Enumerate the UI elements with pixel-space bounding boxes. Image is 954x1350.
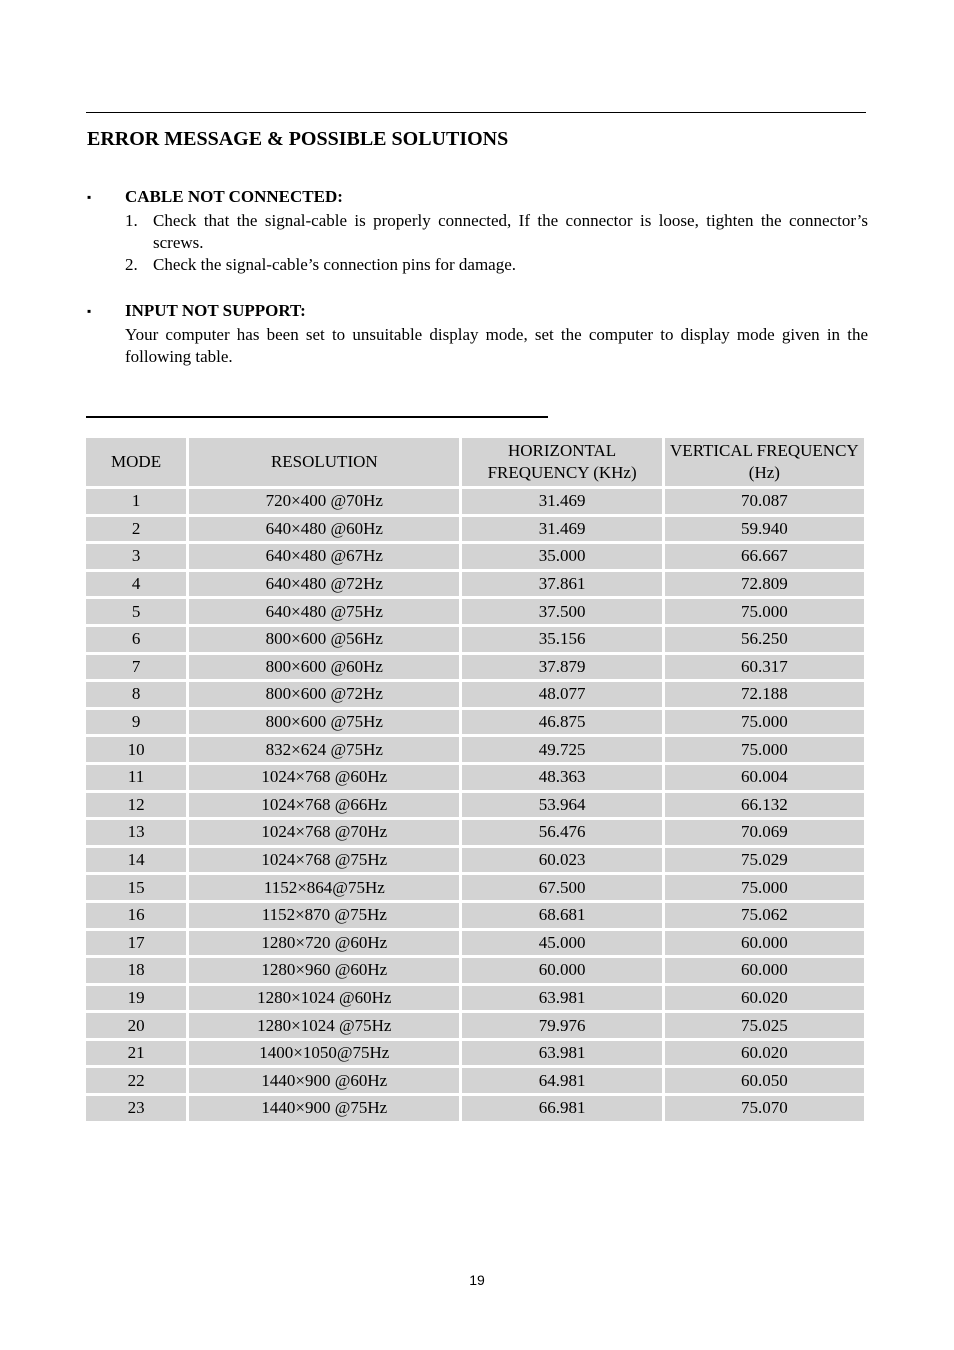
list-text: Check the signal-cable’s connection pins for damage. (153, 255, 517, 274)
display-mode-table (86, 438, 864, 1124)
table-row (86, 1068, 864, 1096)
cell-vertical-frequency: 60.020 (665, 1041, 864, 1069)
cell-horizontal-frequency: 48.363 (462, 765, 664, 793)
cell-resolution: 640×480 @75Hz (189, 599, 462, 627)
cell-resolution: 1024×768 @70Hz (189, 820, 462, 848)
cell-resolution: 800×600 @72Hz (189, 682, 462, 710)
cell-mode: 23 (86, 1096, 189, 1124)
cell-resolution: 1152×864@75Hz (189, 875, 462, 903)
table-row (86, 710, 864, 738)
cell-resolution: 1440×900 @60Hz (189, 1068, 462, 1096)
cell-vertical-frequency: 60.000 (665, 931, 864, 959)
table-row (86, 627, 864, 655)
table-title-rule (86, 416, 548, 418)
cell-mode: 4 (86, 572, 189, 600)
solution-list (125, 210, 868, 276)
cell-mode: 17 (86, 931, 189, 959)
section-title: INPUT NOT SUPPORT: (125, 301, 306, 320)
cell-mode: 8 (86, 682, 189, 710)
cell-vertical-frequency: 75.062 (665, 903, 864, 931)
table-row (86, 682, 864, 710)
cell-resolution: 1280×960 @60Hz (189, 958, 462, 986)
cell-vertical-frequency: 75.000 (665, 710, 864, 738)
cell-mode: 1 (86, 489, 189, 517)
cell-vertical-frequency: 60.004 (665, 765, 864, 793)
table-row (86, 1013, 864, 1041)
cell-vertical-frequency: 75.070 (665, 1096, 864, 1124)
page-number: 19 (469, 1272, 485, 1288)
cell-horizontal-frequency: 56.476 (462, 820, 664, 848)
cell-resolution: 1440×900 @75Hz (189, 1096, 462, 1124)
cell-horizontal-frequency: 63.981 (462, 1041, 664, 1069)
header-mode: MODE (86, 438, 189, 489)
page-heading: ERROR MESSAGE & POSSIBLE SOLUTIONS (87, 128, 509, 150)
cell-horizontal-frequency: 60.023 (462, 848, 664, 876)
cell-mode: 13 (86, 820, 189, 848)
table-row (86, 489, 864, 517)
cell-mode: 11 (86, 765, 189, 793)
cell-horizontal-frequency: 68.681 (462, 903, 664, 931)
cell-vertical-frequency: 66.132 (665, 793, 864, 821)
cell-mode: 7 (86, 655, 189, 683)
top-rule (86, 112, 866, 113)
table-row (86, 1041, 864, 1069)
cell-horizontal-frequency: 53.964 (462, 793, 664, 821)
cell-resolution: 800×600 @56Hz (189, 627, 462, 655)
table-row (86, 765, 864, 793)
cell-vertical-frequency: 75.029 (665, 848, 864, 876)
cell-vertical-frequency: 60.317 (665, 655, 864, 683)
cell-vertical-frequency: 75.000 (665, 875, 864, 903)
square-bullet-icon: ▪ (87, 304, 92, 318)
cell-horizontal-frequency: 64.981 (462, 1068, 664, 1096)
cell-resolution: 720×400 @70Hz (189, 489, 462, 517)
cell-mode: 18 (86, 958, 189, 986)
cell-mode: 21 (86, 1041, 189, 1069)
list-item (125, 254, 868, 276)
cell-mode: 14 (86, 848, 189, 876)
cell-vertical-frequency: 70.069 (665, 820, 864, 848)
table-row (86, 517, 864, 545)
cell-resolution: 832×624 @75Hz (189, 737, 462, 765)
table-row (86, 655, 864, 683)
cell-horizontal-frequency: 45.000 (462, 931, 664, 959)
cell-mode: 10 (86, 737, 189, 765)
table-row (86, 820, 864, 848)
cell-horizontal-frequency: 60.000 (462, 958, 664, 986)
header-vertical-frequency: VERTICAL FREQUENCY (Hz) (665, 438, 864, 489)
section-paragraph: Your computer has been set to unsuitable display mode, set the computer to display mode given in the following table. (125, 325, 868, 366)
cell-horizontal-frequency: 67.500 (462, 875, 664, 903)
cell-mode: 9 (86, 710, 189, 738)
cell-horizontal-frequency: 35.156 (462, 627, 664, 655)
table-row (86, 903, 864, 931)
cell-mode: 12 (86, 793, 189, 821)
cell-horizontal-frequency: 46.875 (462, 710, 664, 738)
cell-horizontal-frequency: 37.879 (462, 655, 664, 683)
cell-vertical-frequency: 66.667 (665, 544, 864, 572)
cell-vertical-frequency: 75.000 (665, 737, 864, 765)
cell-resolution: 640×480 @72Hz (189, 572, 462, 600)
cell-vertical-frequency: 60.050 (665, 1068, 864, 1096)
cell-mode: 5 (86, 599, 189, 627)
cell-mode: 15 (86, 875, 189, 903)
cell-vertical-frequency: 59.940 (665, 517, 864, 545)
cell-vertical-frequency: 56.250 (665, 627, 864, 655)
table-header-row (86, 438, 864, 489)
cell-horizontal-frequency: 35.000 (462, 544, 664, 572)
cell-horizontal-frequency: 31.469 (462, 517, 664, 545)
cell-mode: 22 (86, 1068, 189, 1096)
table-row (86, 793, 864, 821)
list-number: 2. (125, 255, 138, 274)
table-row (86, 958, 864, 986)
cell-resolution: 1280×720 @60Hz (189, 931, 462, 959)
table-row (86, 572, 864, 600)
cell-vertical-frequency: 72.188 (665, 682, 864, 710)
cell-horizontal-frequency: 37.500 (462, 599, 664, 627)
cell-resolution: 1400×1050@75Hz (189, 1041, 462, 1069)
list-text: Check that the signal-cable is properly connected, If the connector is loose, tighten the connector’s screws. (153, 211, 868, 252)
table-row (86, 737, 864, 765)
cell-mode: 16 (86, 903, 189, 931)
cell-vertical-frequency: 75.000 (665, 599, 864, 627)
cell-resolution: 1152×870 @75Hz (189, 903, 462, 931)
cell-vertical-frequency: 75.025 (665, 1013, 864, 1041)
cell-horizontal-frequency: 79.976 (462, 1013, 664, 1041)
cell-horizontal-frequency: 31.469 (462, 489, 664, 517)
cell-resolution: 800×600 @75Hz (189, 710, 462, 738)
list-number: 1. (125, 211, 138, 230)
bullet-row (87, 186, 868, 208)
table-row (86, 599, 864, 627)
square-bullet-icon: ▪ (87, 190, 92, 204)
table-row (86, 875, 864, 903)
cell-resolution: 800×600 @60Hz (189, 655, 462, 683)
header-horizontal-frequency: HORIZONTAL FREQUENCY (KHz) (462, 438, 664, 489)
list-item (125, 210, 868, 254)
cell-vertical-frequency: 60.000 (665, 958, 864, 986)
header-resolution: RESOLUTION (189, 438, 462, 489)
cell-vertical-frequency: 60.020 (665, 986, 864, 1014)
cell-horizontal-frequency: 49.725 (462, 737, 664, 765)
cell-horizontal-frequency: 37.861 (462, 572, 664, 600)
table-row (86, 986, 864, 1014)
table-row (86, 848, 864, 876)
bullet-row (87, 300, 868, 322)
cell-resolution: 1280×1024 @75Hz (189, 1013, 462, 1041)
cell-mode: 6 (86, 627, 189, 655)
cell-resolution: 1024×768 @66Hz (189, 793, 462, 821)
cell-mode: 20 (86, 1013, 189, 1041)
table-body (86, 489, 864, 1124)
table-row (86, 931, 864, 959)
section-title: CABLE NOT CONNECTED: (125, 187, 343, 206)
table-row (86, 1096, 864, 1124)
cell-mode: 3 (86, 544, 189, 572)
cell-resolution: 640×480 @60Hz (189, 517, 462, 545)
cell-resolution: 640×480 @67Hz (189, 544, 462, 572)
cell-vertical-frequency: 72.809 (665, 572, 864, 600)
cell-resolution: 1280×1024 @60Hz (189, 986, 462, 1014)
cell-resolution: 1024×768 @60Hz (189, 765, 462, 793)
section-input-not-support (87, 300, 868, 368)
cell-mode: 19 (86, 986, 189, 1014)
table-row (86, 544, 864, 572)
cell-resolution: 1024×768 @75Hz (189, 848, 462, 876)
cell-horizontal-frequency: 48.077 (462, 682, 664, 710)
cell-horizontal-frequency: 66.981 (462, 1096, 664, 1124)
section-cable-not-connected (87, 186, 868, 276)
cell-horizontal-frequency: 63.981 (462, 986, 664, 1014)
cell-vertical-frequency: 70.087 (665, 489, 864, 517)
cell-mode: 2 (86, 517, 189, 545)
